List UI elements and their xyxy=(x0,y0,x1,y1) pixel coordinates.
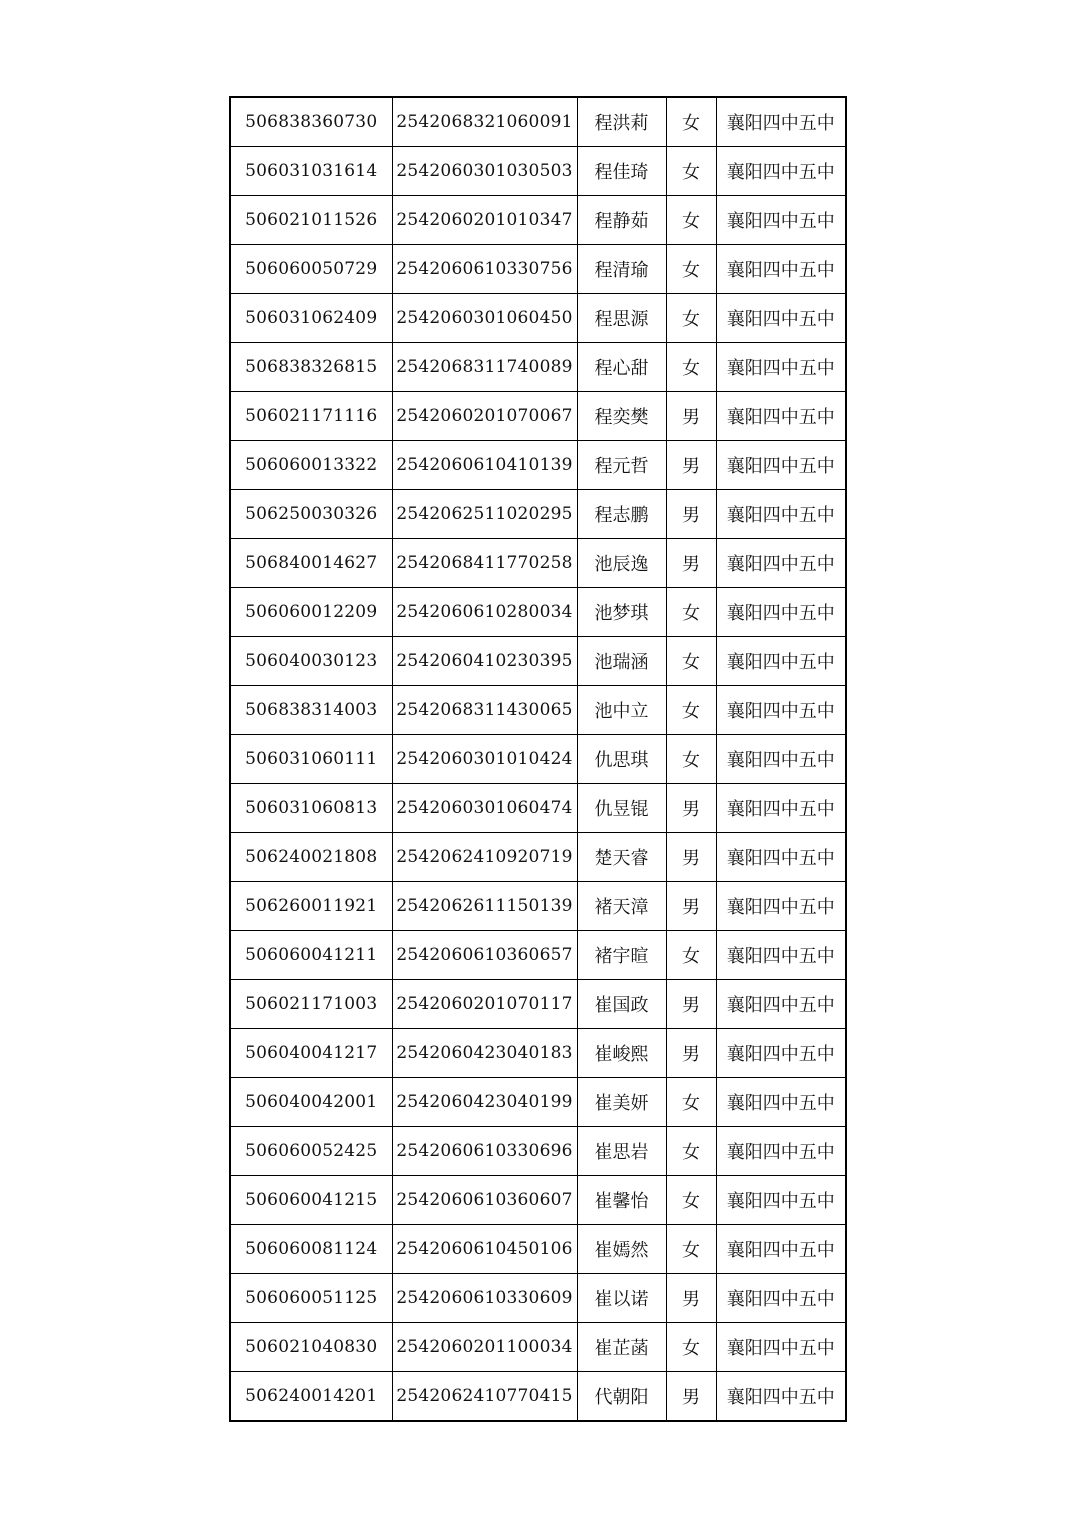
school-cell: 襄阳四中五中 xyxy=(716,1176,846,1225)
student-name-cell: 崔美妍 xyxy=(577,1078,666,1127)
registration-number-cell: 506060052425 xyxy=(230,1127,392,1176)
student-name-cell: 池梦琪 xyxy=(577,588,666,637)
student-name-cell: 仇昱锟 xyxy=(577,784,666,833)
exam-id-cell: 2542060610410139 xyxy=(392,441,577,490)
gender-cell: 男 xyxy=(666,980,716,1029)
school-cell: 襄阳四中五中 xyxy=(716,1372,846,1422)
table-row xyxy=(230,1372,846,1422)
school-cell: 襄阳四中五中 xyxy=(716,686,846,735)
exam-id-cell: 2542062511020295 xyxy=(392,490,577,539)
registration-number-cell: 506060041211 xyxy=(230,931,392,980)
school-cell: 襄阳四中五中 xyxy=(716,1274,846,1323)
student-name-cell: 程佳琦 xyxy=(577,147,666,196)
table-row xyxy=(230,980,846,1029)
student-name-cell: 楚天睿 xyxy=(577,833,666,882)
exam-id-cell: 2542060610280034 xyxy=(392,588,577,637)
registration-number-cell: 506838326815 xyxy=(230,343,392,392)
exam-id-cell: 2542060610360607 xyxy=(392,1176,577,1225)
exam-id-cell: 2542068321060091 xyxy=(392,97,577,147)
school-cell: 襄阳四中五中 xyxy=(716,735,846,784)
gender-cell: 男 xyxy=(666,490,716,539)
exam-id-cell: 2542060201070117 xyxy=(392,980,577,1029)
registration-number-cell: 506260011921 xyxy=(230,882,392,931)
table-row xyxy=(230,245,846,294)
student-name-cell: 崔芷菡 xyxy=(577,1323,666,1372)
table-row xyxy=(230,441,846,490)
registration-number-cell: 506021171003 xyxy=(230,980,392,1029)
table-row xyxy=(230,1078,846,1127)
exam-id-cell: 2542060201070067 xyxy=(392,392,577,441)
exam-id-cell: 2542068411770258 xyxy=(392,539,577,588)
student-name-cell: 程清瑜 xyxy=(577,245,666,294)
student-name-cell: 仇思琪 xyxy=(577,735,666,784)
school-cell: 襄阳四中五中 xyxy=(716,539,846,588)
school-cell: 襄阳四中五中 xyxy=(716,245,846,294)
table-row xyxy=(230,539,846,588)
exam-id-cell: 2542060423040183 xyxy=(392,1029,577,1078)
table-row xyxy=(230,97,846,147)
table-row xyxy=(230,833,846,882)
school-cell: 襄阳四中五中 xyxy=(716,343,846,392)
registration-number-cell: 506060081124 xyxy=(230,1225,392,1274)
table-row xyxy=(230,294,846,343)
registration-number-cell: 506838360730 xyxy=(230,97,392,147)
table-row xyxy=(230,490,846,539)
gender-cell: 男 xyxy=(666,882,716,931)
gender-cell: 女 xyxy=(666,588,716,637)
table-row xyxy=(230,1127,846,1176)
registration-number-cell: 506040041217 xyxy=(230,1029,392,1078)
registration-number-cell: 506021040830 xyxy=(230,1323,392,1372)
registration-number-cell: 506060050729 xyxy=(230,245,392,294)
exam-id-cell: 2542060423040199 xyxy=(392,1078,577,1127)
student-name-cell: 池中立 xyxy=(577,686,666,735)
table-row xyxy=(230,392,846,441)
gender-cell: 男 xyxy=(666,539,716,588)
exam-id-cell: 2542060201100034 xyxy=(392,1323,577,1372)
school-cell: 襄阳四中五中 xyxy=(716,196,846,245)
registration-number-cell: 506031060813 xyxy=(230,784,392,833)
table-row xyxy=(230,931,846,980)
exam-id-cell: 2542060410230395 xyxy=(392,637,577,686)
exam-id-cell: 2542060301030503 xyxy=(392,147,577,196)
table-row xyxy=(230,637,846,686)
exam-id-cell: 2542060610450106 xyxy=(392,1225,577,1274)
table-row xyxy=(230,882,846,931)
student-name-cell: 崔嫣然 xyxy=(577,1225,666,1274)
student-name-cell: 崔国政 xyxy=(577,980,666,1029)
student-name-cell: 崔思岩 xyxy=(577,1127,666,1176)
student-name-cell: 崔以诺 xyxy=(577,1274,666,1323)
gender-cell: 女 xyxy=(666,1078,716,1127)
exam-id-cell: 2542060610330696 xyxy=(392,1127,577,1176)
school-cell: 襄阳四中五中 xyxy=(716,147,846,196)
gender-cell: 女 xyxy=(666,1323,716,1372)
gender-cell: 女 xyxy=(666,735,716,784)
registration-number-cell: 506040042001 xyxy=(230,1078,392,1127)
registration-number-cell: 506040030123 xyxy=(230,637,392,686)
gender-cell: 男 xyxy=(666,1274,716,1323)
gender-cell: 女 xyxy=(666,245,716,294)
school-cell: 襄阳四中五中 xyxy=(716,294,846,343)
table-row xyxy=(230,588,846,637)
student-name-cell: 褚天漳 xyxy=(577,882,666,931)
student-name-cell: 程元哲 xyxy=(577,441,666,490)
roster-body xyxy=(230,97,846,1421)
registration-number-cell: 506060013322 xyxy=(230,441,392,490)
school-cell: 襄阳四中五中 xyxy=(716,588,846,637)
gender-cell: 女 xyxy=(666,294,716,343)
exam-id-cell: 2542060301010424 xyxy=(392,735,577,784)
school-cell: 襄阳四中五中 xyxy=(716,637,846,686)
student-name-cell: 程奕樊 xyxy=(577,392,666,441)
gender-cell: 女 xyxy=(666,97,716,147)
school-cell: 襄阳四中五中 xyxy=(716,931,846,980)
student-name-cell: 崔峻熙 xyxy=(577,1029,666,1078)
table-row xyxy=(230,686,846,735)
exam-id-cell: 2542060301060450 xyxy=(392,294,577,343)
gender-cell: 女 xyxy=(666,196,716,245)
school-cell: 襄阳四中五中 xyxy=(716,97,846,147)
registration-number-cell: 506840014627 xyxy=(230,539,392,588)
exam-id-cell: 2542068311740089 xyxy=(392,343,577,392)
exam-id-cell: 2542060610330756 xyxy=(392,245,577,294)
registration-number-cell: 506060012209 xyxy=(230,588,392,637)
gender-cell: 女 xyxy=(666,343,716,392)
exam-id-cell: 2542062611150139 xyxy=(392,882,577,931)
student-name-cell: 程心甜 xyxy=(577,343,666,392)
school-cell: 襄阳四中五中 xyxy=(716,1323,846,1372)
school-cell: 襄阳四中五中 xyxy=(716,1029,846,1078)
table-row xyxy=(230,735,846,784)
table-row xyxy=(230,1225,846,1274)
registration-number-cell: 506838314003 xyxy=(230,686,392,735)
exam-id-cell: 2542060301060474 xyxy=(392,784,577,833)
gender-cell: 男 xyxy=(666,1372,716,1422)
gender-cell: 女 xyxy=(666,1176,716,1225)
school-cell: 襄阳四中五中 xyxy=(716,833,846,882)
school-cell: 襄阳四中五中 xyxy=(716,1127,846,1176)
student-name-cell: 崔馨怡 xyxy=(577,1176,666,1225)
registration-number-cell: 506240014201 xyxy=(230,1372,392,1422)
table-row xyxy=(230,784,846,833)
student-name-cell: 褚宇暄 xyxy=(577,931,666,980)
gender-cell: 男 xyxy=(666,833,716,882)
school-cell: 襄阳四中五中 xyxy=(716,441,846,490)
gender-cell: 男 xyxy=(666,1029,716,1078)
school-cell: 襄阳四中五中 xyxy=(716,882,846,931)
registration-number-cell: 506021011526 xyxy=(230,196,392,245)
registration-number-cell: 506021171116 xyxy=(230,392,392,441)
gender-cell: 男 xyxy=(666,441,716,490)
gender-cell: 女 xyxy=(666,1127,716,1176)
gender-cell: 女 xyxy=(666,931,716,980)
table-row xyxy=(230,1274,846,1323)
student-name-cell: 程洪莉 xyxy=(577,97,666,147)
registration-number-cell: 506240021808 xyxy=(230,833,392,882)
registration-number-cell: 506031060111 xyxy=(230,735,392,784)
table-row xyxy=(230,147,846,196)
table-row xyxy=(230,1323,846,1372)
gender-cell: 女 xyxy=(666,637,716,686)
student-roster-table xyxy=(229,96,847,1422)
gender-cell: 男 xyxy=(666,784,716,833)
school-cell: 襄阳四中五中 xyxy=(716,980,846,1029)
student-name-cell: 池辰逸 xyxy=(577,539,666,588)
registration-number-cell: 506060051125 xyxy=(230,1274,392,1323)
exam-id-cell: 2542060201010347 xyxy=(392,196,577,245)
table-row xyxy=(230,1176,846,1225)
registration-number-cell: 506250030326 xyxy=(230,490,392,539)
school-cell: 襄阳四中五中 xyxy=(716,1078,846,1127)
table-row xyxy=(230,196,846,245)
registration-number-cell: 506031062409 xyxy=(230,294,392,343)
student-name-cell: 池瑞涵 xyxy=(577,637,666,686)
student-name-cell: 程志鹏 xyxy=(577,490,666,539)
student-name-cell: 程静茹 xyxy=(577,196,666,245)
student-name-cell: 程思源 xyxy=(577,294,666,343)
school-cell: 襄阳四中五中 xyxy=(716,490,846,539)
school-cell: 襄阳四中五中 xyxy=(716,1225,846,1274)
student-name-cell: 代朝阳 xyxy=(577,1372,666,1422)
table-row xyxy=(230,1029,846,1078)
exam-id-cell: 2542060610360657 xyxy=(392,931,577,980)
gender-cell: 女 xyxy=(666,1225,716,1274)
gender-cell: 女 xyxy=(666,147,716,196)
exam-id-cell: 2542062410770415 xyxy=(392,1372,577,1422)
table-row xyxy=(230,343,846,392)
gender-cell: 女 xyxy=(666,686,716,735)
school-cell: 襄阳四中五中 xyxy=(716,784,846,833)
school-cell: 襄阳四中五中 xyxy=(716,392,846,441)
gender-cell: 男 xyxy=(666,392,716,441)
exam-id-cell: 2542062410920719 xyxy=(392,833,577,882)
exam-id-cell: 2542060610330609 xyxy=(392,1274,577,1323)
exam-id-cell: 2542068311430065 xyxy=(392,686,577,735)
registration-number-cell: 506031031614 xyxy=(230,147,392,196)
registration-number-cell: 506060041215 xyxy=(230,1176,392,1225)
